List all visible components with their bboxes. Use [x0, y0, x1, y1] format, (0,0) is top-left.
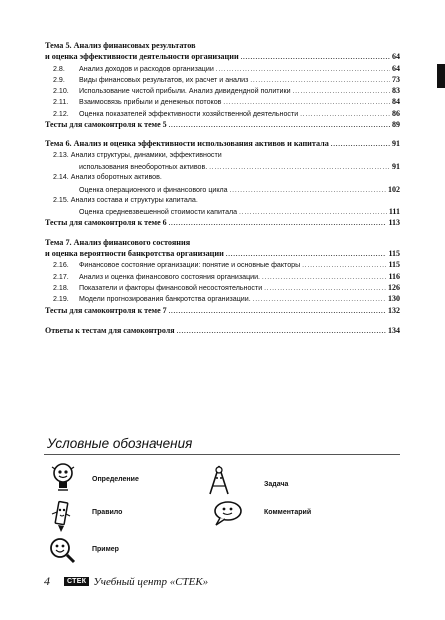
pencil-character-icon	[50, 500, 72, 534]
page-footer	[44, 574, 208, 589]
toc-entry-2-15: 2.15. Анализ состава и структуры капитала.	[53, 195, 198, 204]
legend-label-rule: Правило	[92, 509, 123, 516]
toc-tests-topic7: Тесты для самоконтроля к теме 7 ..... 132	[45, 305, 400, 316]
lightbulb-character-icon	[50, 462, 76, 494]
table-of-contents	[45, 40, 400, 336]
toc-entry-2-15-cont: Оценка средневзвешенной стоимости капитала ..... 111	[45, 206, 400, 217]
compass-character-icon	[206, 464, 232, 496]
toc-entry-2-12: 2.12. Оценка показателей эффективности хозяйственной деятельности ..... 86	[45, 108, 400, 119]
toc-entry-2-14: 2.14. Анализ оборотных активов.	[53, 173, 162, 182]
toc-topic6-heading: Тема 6. Анализ и оценка эффективности использования активов и капитала ..... 91	[45, 138, 400, 149]
toc-tests-topic5: Тесты для самоконтроля к теме 5 ..... 89	[45, 119, 400, 130]
toc-entry-2-11: 2.11. Взаимосвязь прибыли и денежных потоков ..... 84	[45, 96, 400, 107]
toc-topic7-heading: Тема 7. Анализ финансового состояния	[45, 237, 191, 247]
toc-entry-2-16: 2.16. Финансовое состояние организации: понятие и основные факторы ..... 115	[45, 259, 400, 270]
toc-entry-2-14-cont: Оценка операционного и финансового цикла ..... 102	[45, 184, 400, 195]
toc-entry-2-13: 2.13. Анализ структуры, динамики, эффективности	[53, 150, 222, 159]
toc-entry-2-19: 2.19. Модели прогнозирования банкротства организации. ..... 130	[45, 293, 400, 304]
toc-entry-2-8: 2.8. Анализ доходов и расходов организации ..... 64	[45, 63, 400, 74]
toc-entry-2-9: 2.9. Виды финансовых результатов, их расчет и анализ ..... 73	[45, 74, 400, 85]
toc-entry-2-13-cont: использования внеоборотных активов. ..... 91	[45, 161, 400, 172]
legend-divider	[44, 454, 400, 455]
comment-character-icon	[212, 500, 246, 526]
toc-entry-2-10: 2.10. Использование чистой прибыли. Анализ дивидендной политики ..... 83	[45, 85, 400, 96]
toc-entry-2-18: 2.18. Показатели и факторы финансовой несостоятельности ..... 126	[45, 282, 400, 293]
toc-topic5-heading: Тема 5. Анализ финансовых результатов	[45, 41, 196, 50]
thumb-tab-marker	[437, 64, 445, 88]
toc-topic5-heading-cont: и оценка эффективности деятельности организации ..... 64	[45, 51, 400, 62]
legend-label-definition: Определение	[92, 476, 139, 483]
magnifier-character-icon	[48, 536, 76, 564]
toc-topic7-heading-cont: и оценка вероятности банкротства организации ..... 115	[45, 248, 400, 259]
toc-tests-topic6: Тесты для самоконтроля к теме 6 ..... 113	[45, 217, 400, 228]
legend-label-comment: Комментарий	[264, 509, 312, 516]
legend-label-example: Пример	[92, 546, 119, 553]
legend-label-task: Задача	[264, 481, 289, 488]
toc-answers: Ответы к тестам для самоконтроля ..... 134	[45, 325, 400, 336]
page-number: 4	[44, 574, 50, 588]
toc-entry-2-17: 2.17. Анализ и оценка финансового состояния организации. ..... 116	[45, 271, 400, 282]
training-center-name: Учебный центр «СТЕК»	[93, 575, 209, 588]
legend-title: Условные обозначения	[47, 436, 193, 451]
stek-logo: СТЕК	[64, 577, 89, 586]
